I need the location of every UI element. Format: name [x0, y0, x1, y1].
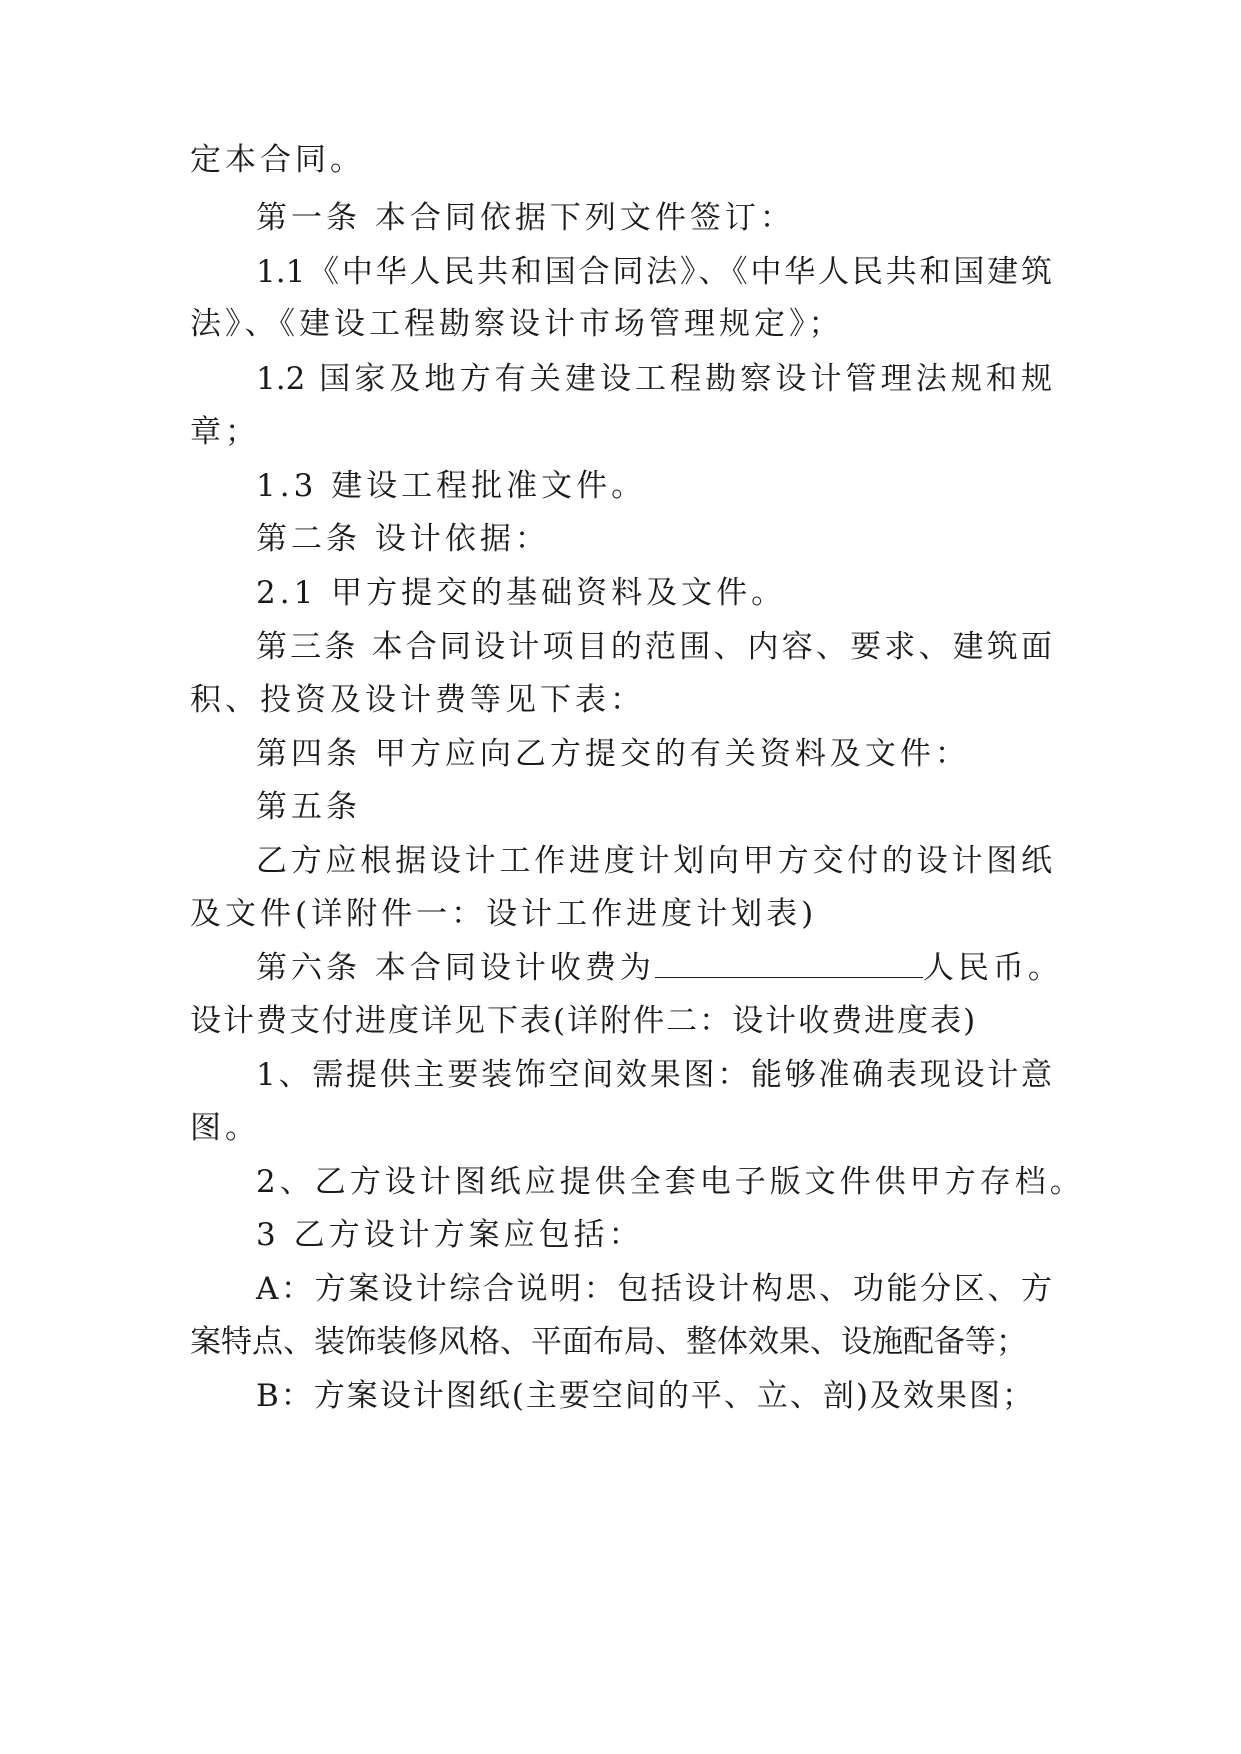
clause-1-3: 1.3 建设工程批准文件。 — [256, 468, 647, 504]
article-4: 第四条 甲方应向乙方提交的有关资料及文件： — [256, 736, 970, 772]
item-2: 2、乙方设计图纸应提供全套电子版文件供甲方存档。 — [256, 1164, 1085, 1200]
item-1-line-1: 1、需提供主要装饰空间效果图：能够准确表现设计意 — [256, 1057, 1052, 1093]
item-b: B：方案设计图纸(主要空间的平、立、剖)及效果图； — [256, 1378, 1035, 1414]
fee-blank — [655, 949, 923, 978]
article-1-heading: 第一条 本合同依据下列文件签订： — [256, 200, 795, 236]
article-5-heading: 第五条 — [256, 789, 361, 825]
item-a-line-2: 案特点、装饰装修风格、平面布局、整体效果、设施配备等； — [190, 1324, 1027, 1360]
article-3-line-1: 第三条 本合同设计项目的范围、内容、要求、建筑面 — [256, 629, 1052, 665]
article-5-line-2: 及文件(详附件一：设计工作进度计划表) — [190, 896, 818, 932]
article-5-line-1: 乙方应根据设计工作进度计划向甲方交付的设计图纸 — [256, 843, 1052, 879]
item-3-heading: 3 乙方设计方案应包括： — [256, 1217, 644, 1253]
item-1-line-2: 图。 — [190, 1110, 260, 1146]
paragraph-line: 定本合同。 — [190, 142, 365, 178]
currency-text: 人民币。 — [922, 950, 1063, 986]
clause-1-1-line-1: 1.1《中华人民共和国合同法》、《中华人民共和国建筑 — [256, 254, 1052, 290]
article-6-line-1 — [256, 946, 1063, 990]
clause-1-2-line-2: 章； — [190, 414, 260, 450]
article-3-line-2: 积、投资及设计费等见下表： — [190, 682, 645, 718]
clause-2-1: 2.1 甲方提交的基础资料及文件。 — [256, 575, 787, 611]
article-6-text: 第六条 本合同设计收费为 — [256, 950, 655, 986]
article-2-heading: 第二条 设计依据： — [256, 521, 550, 557]
clause-1-2-line-1: 1.2 国家及地方有关建设工程勘察设计管理法规和规 — [256, 361, 1052, 397]
article-6-line-2: 设计费支付进度详见下表(详附件二：设计收费进度表) — [190, 1003, 978, 1039]
document-page — [190, 0, 1085, 1754]
item-a-line-1: A：方案设计综合说明：包括设计构思、功能分区、方 — [256, 1271, 1052, 1307]
clause-1-1-line-2: 法》、《建设工程勘察设计市场管理规定》； — [190, 306, 844, 342]
